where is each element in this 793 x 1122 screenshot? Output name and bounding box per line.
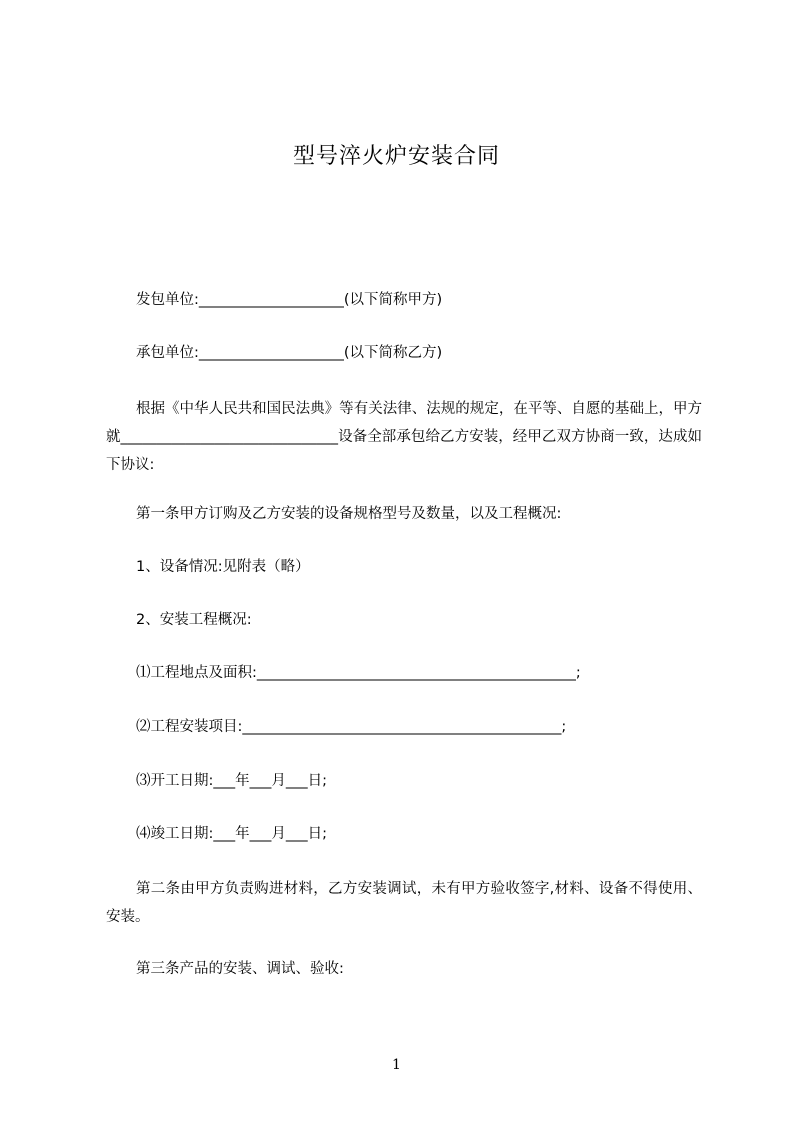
party-a-line: 发包单位:____________________(以下简称甲方) (136, 292, 443, 308)
sub-item-location: ⑴工程地点及面积:____________________________________________; (136, 665, 581, 681)
item-2-overview: 2、安装工程概况: (136, 612, 252, 628)
article-1-heading: 第一条甲方订购及乙方安装的设备规格型号及数量，以及工程概况: (136, 506, 562, 522)
article-2-paragraph: 第二条由甲方负责购进材料，乙方安装调试，未有甲方验收签字,材料、设备不得使用、安装。 (106, 881, 702, 925)
party-b-line: 承包单位:____________________(以下简称乙方) (136, 345, 443, 361)
sub-item-completion-date: ⑷竣工日期:___年___月___日; (136, 826, 328, 842)
item-1-equipment: 1、设备情况:见附表（略） (136, 559, 310, 575)
page-number: 1 (392, 1057, 401, 1073)
article-3-heading: 第三条产品的安装、调试、验收: (136, 961, 344, 977)
document-title: 型号淬火炉安装合同 (292, 144, 500, 169)
preamble-paragraph: 根据《中华人民共和国民法典》等有关法律、法规的规定，在平等、自愿的基础上，甲方就______________________________设备全部承包给乙方安装，经甲乙双方协商一致，达成如下协议: (106, 401, 702, 473)
sub-item-start-date: ⑶开工日期:___年___月___日; (136, 773, 328, 789)
sub-item-project: ⑵工程安装项目:____________________________________________; (136, 719, 567, 735)
